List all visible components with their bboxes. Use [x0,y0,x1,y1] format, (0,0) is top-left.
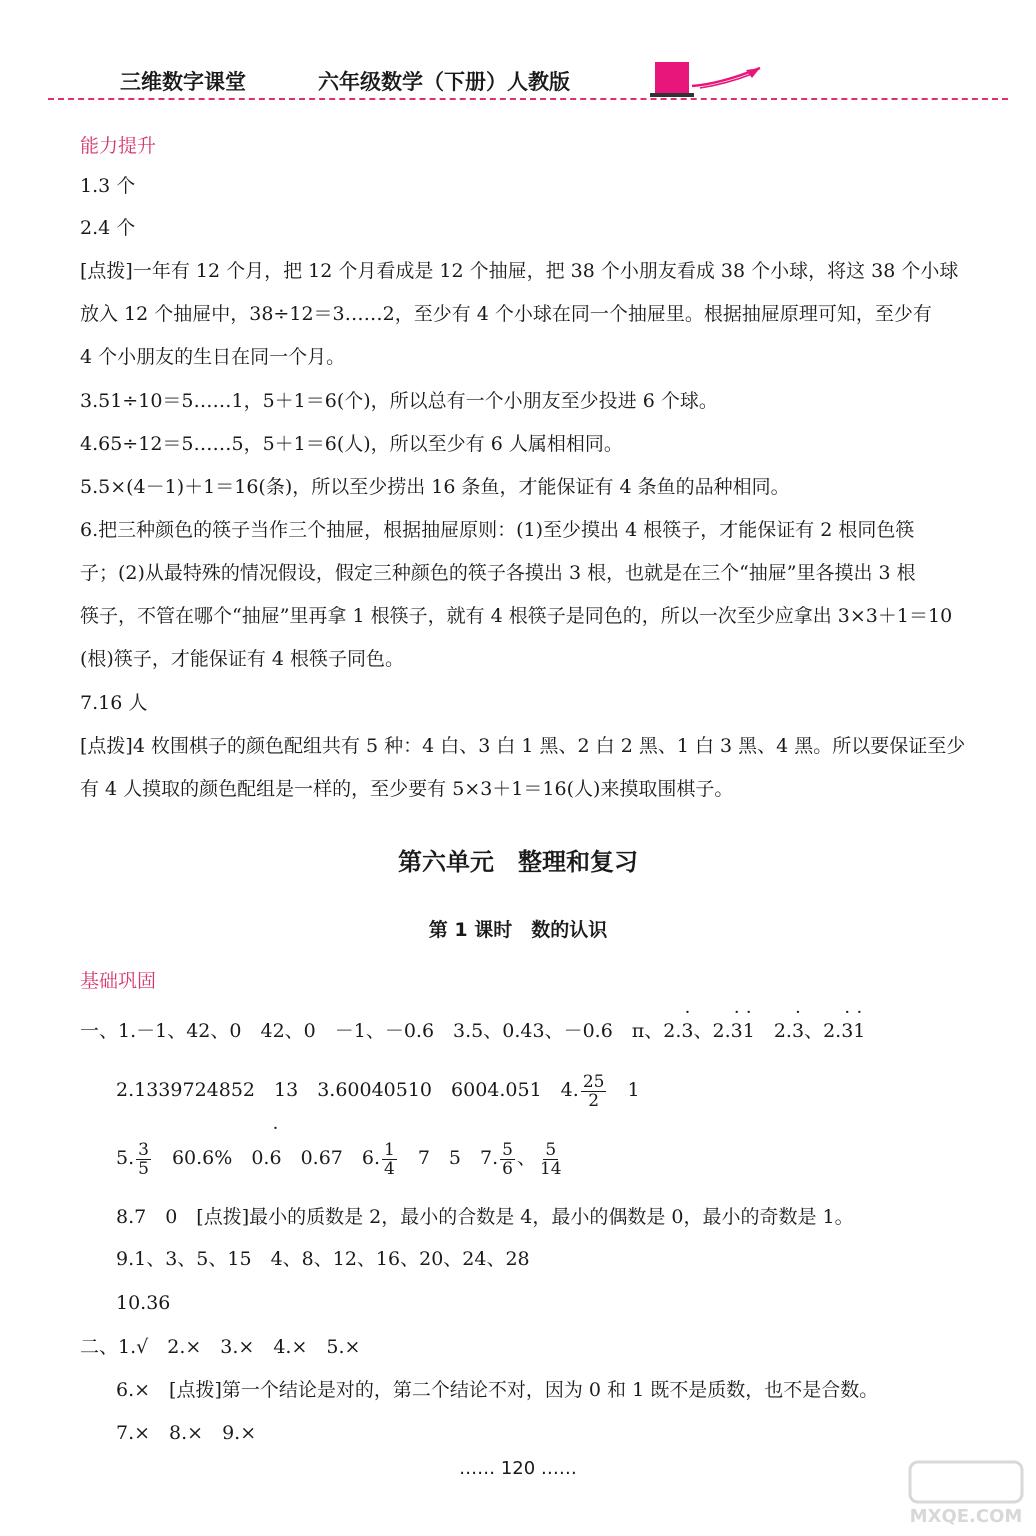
answer-line: 子；(2)从最特殊的情况假设，假定三种颜色的筷子各摸出 3 根，也就是在三个“抽屉”里各摸出 3 根 [80,562,916,584]
answer-line: 3.51÷10＝5……1，5＋1＝6(个)，所以总有一个小朋友至少投进 6 个球。 [80,390,718,412]
answer-line: [点拨]一年有 12 个月，把 12 个月看成是 12 个抽屉，把 38 个小朋友看成 38 个小球，将这 38 个小球 [80,260,959,282]
answer-line: 4.65÷12＝5……5，5＋1＝6(人)，所以至少有 6 人属相相同。 [80,433,623,455]
answer-line: 10.36 [116,1292,171,1314]
logo-base [650,93,694,97]
answer-line: 有 4 人摸取的颜色配组是一样的，至少要有 5×3＋1＝16(人)来摸取围棋子。 [80,778,734,800]
fraction: $\frac{5}{6}$ [502,1139,513,1179]
answer-line: 4 个小朋友的生日在同一个月。 [80,346,346,368]
answer-line: (根)筷子，才能保证有 4 根筷子同色。 [80,648,404,670]
fraction: $\frac{5}{14}$ [539,1139,562,1179]
answer-line: 5.5×(4－1)＋1＝16(条)，所以至少捞出 16 条鱼，才能保证有 4 条鱼的品种相同。 [80,476,790,498]
answer-line: 7.× 8.× 9.× [116,1422,257,1444]
watermark-logo [906,1458,1026,1528]
fraction: $\frac{1}{4}$ [384,1139,395,1179]
answer-line: 6.把三种颜色的筷子当作三个抽屉，根据抽屉原则：(1)至少摸出 4 根筷子，才能保证有 2 根同色筷 [80,519,915,541]
answer-line: 5. $\frac{3}{5}$ 60.6% 0.· 6 0.67 6. $\frac{1}{4}$ 7 5 7. $\frac{5}{6}$ 、 $\frac{5}{14}$ [116,1136,566,1180]
header-book-title: 六年级数学（下册）人教版 [318,70,570,94]
logo-block [655,62,689,94]
answer-line: 放入 12 个抽屉中，38÷12＝3……2，至少有 4 个小球在同一个抽屉里。根据抽屉原理可知，至少有 [80,303,932,325]
answer-line: 1.3 个 [80,175,136,197]
header-series: 三维数字课堂 [120,70,246,94]
fraction: $\frac{3}{5}$ [138,1139,149,1179]
answer-line: 筷子，不管在哪个“抽屉”里再拿 1 根筷子，就有 4 根筷子是同色的，所以一次至少应拿出 3×3＋1＝10 [80,605,953,627]
header-divider [48,98,1008,100]
rocket-icon [690,66,762,90]
answer-line: 9.1、3、5、15 4、8、12、16、20、24、28 [116,1248,530,1270]
unit-title: 第六单元 整理和复习 [398,848,638,876]
watermark-text: MXQE.COM [909,1506,1023,1527]
answer-line: 2.1339724852 13 3.60040510 6004.051 4. $\frac{25}{2}$ 1 [116,1071,640,1111]
answer-line: 6.× [点拨]第一个结论是对的，第二个结论不对，因为 0 和 1 既不是质数，也不是合数。 [116,1379,879,1401]
answer-line: 7.16 人 [80,692,148,714]
answer-line: 一、1.－1、42、0 42、0 －1、－0.6 3.5、0.43、－0.6 π、2.· 3、2.· 3· 1 2.· 3、2.· 3· 1 [80,1020,865,1042]
page-number: …… 120 …… [459,1458,577,1479]
answer-line: 二、1.√ 2.× 3.× 4.× 5.× [80,1336,361,1358]
fraction: $\frac{25}{2}$ [582,1071,605,1111]
lesson-title: 第 1 课时 数的认识 [428,919,608,941]
answer-line: 8.7 0 [点拨]最小的质数是 2，最小的合数是 4，最小的偶数是 0，最小的奇数是 1。 [116,1206,854,1228]
section-heading-ability: 能力提升 [80,135,157,157]
answer-line: 2.4 个 [80,217,136,239]
section-heading-basic: 基础巩固 [80,970,157,992]
answer-line: [点拨]4 枚围棋子的颜色配组共有 5 种：4 白、3 白 1 黑、2 白 2 黑、1 白 3 黑、4 黑。所以要保证至少 [80,735,966,757]
